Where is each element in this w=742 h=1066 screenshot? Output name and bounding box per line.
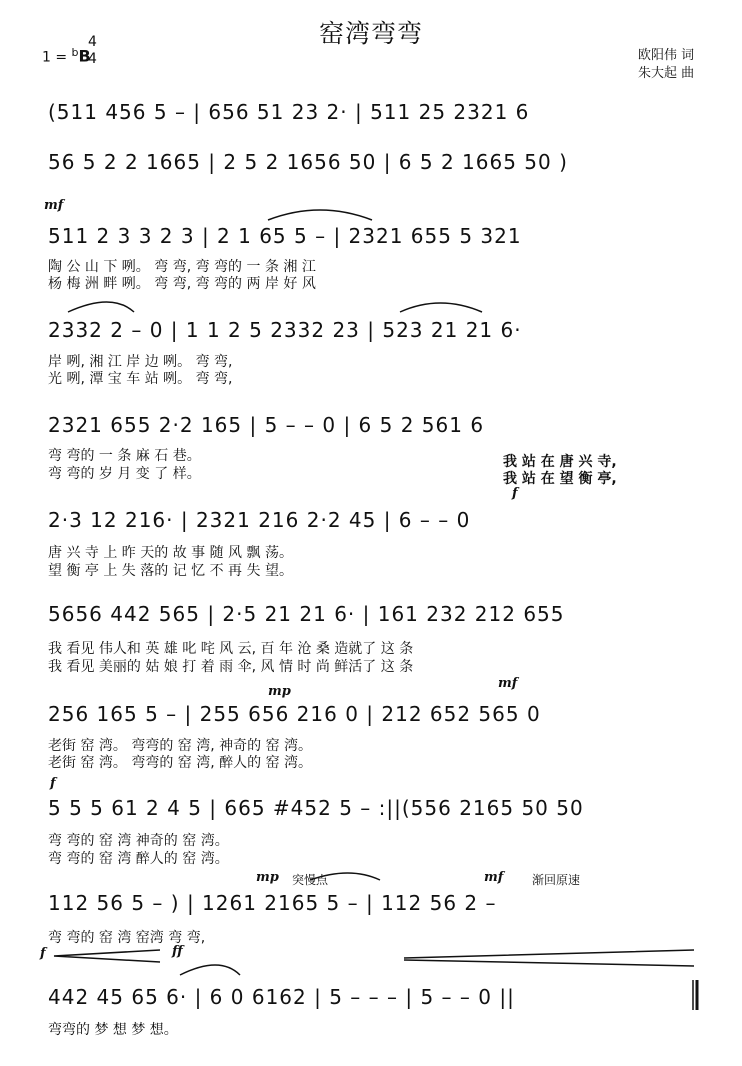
dynamic-mark: f (40, 946, 46, 961)
lyric-line: 老街 窑 湾。 弯弯的 窑 湾, 神奇的 窑 湾。 (48, 738, 313, 754)
lyric-line: 弯 弯的 窑 湾 窑湾 弯 弯, (48, 930, 206, 946)
lyricist-credit: 欧阳伟 词 (638, 48, 695, 63)
lyric-line: 弯弯的 梦 想 梦 想。 (48, 1022, 178, 1038)
composer-credit: 朱大起 曲 (638, 66, 695, 81)
lyric-line: 弯 弯的 岁 月 变 了 样。 (48, 466, 201, 482)
lyric-line: 弯 弯的 一 条 麻 石 巷。 (48, 448, 201, 464)
notation-row-7: 5656 442 565 | 2·5 21 21 6· | 161 232 212 655 (48, 602, 565, 626)
lyric-line-bold: 我 站 在 唐 兴 寺, (503, 454, 617, 470)
slur (310, 873, 380, 880)
dynamic-mark: f (512, 486, 518, 501)
notation-row-10: 112 56 5 – ) | 1261 2165 5 – | 112 56 2 – (48, 891, 497, 915)
slur (400, 303, 482, 312)
notation-row-1: (511 456 5 – | 656 51 23 2· | 511 25 2321 6 (48, 100, 530, 124)
key-prefix: 1 = (42, 49, 72, 66)
notation-row-2: 56 5 2 2 1665 | 2 5 2 1656 50 | 6 5 2 1665 50 ) (48, 150, 568, 174)
notation-row-4: 2332 2 – 0 | 1 1 2 5 2332 23 | 523 21 21 6· (48, 318, 522, 342)
notation-row-3: 511 2 3 3 2 3 | 2 1 65 5 – | 2321 655 5 321 (48, 224, 522, 248)
tempo-mark: 突慢点 (292, 873, 329, 887)
lyric-line: 光 咧, 潭 宝 车 站 咧。 弯 弯, (48, 371, 233, 387)
lyric-line: 我 看见 美丽的 姑 娘 打 着 雨 伞, 风 情 时 尚 鲜活了 这 条 (48, 659, 414, 675)
lyric-line: 陶 公 山 下 咧。 弯 弯, 弯 弯的 一 条 湘 江 (48, 259, 316, 275)
dynamic-mark: mf (44, 198, 64, 213)
lyric-line: 望 衡 亭 上 失 落的 记 忆 不 再 失 望。 (48, 563, 293, 579)
dynamic-mark: f (50, 776, 56, 791)
slur (180, 965, 240, 975)
lyric-line: 杨 梅 洲 畔 咧。 弯 弯, 弯 弯的 两 岸 好 风 (48, 276, 316, 292)
dynamic-mark: ff (172, 944, 183, 959)
time-sig-bottom: 4 (88, 51, 97, 67)
lyric-line: 岸 咧, 湘 江 岸 边 咧。 弯 弯, (48, 354, 233, 370)
lyric-line-bold: 我 站 在 望 衡 亭, (503, 471, 617, 487)
dynamic-mark: mp (268, 684, 291, 699)
slur (68, 302, 134, 312)
time-sig-top: 4 (88, 34, 97, 50)
lyric-line: 唐 兴 寺 上 昨 天的 故 事 随 风 飘 荡。 (48, 545, 293, 561)
slur (268, 210, 372, 220)
lyric-line: 我 看见 伟人和 英 雄 叱 咤 风 云, 百 年 沧 桑 造就了 这 条 (48, 641, 414, 657)
song-title: 窑湾弯弯 (318, 19, 423, 48)
lyric-line: 弯 弯的 窑 湾 醉人的 窑 湾。 (48, 851, 229, 867)
dynamic-mark: mf (484, 870, 504, 885)
dynamic-mark: mp (256, 870, 279, 885)
notation-row-6: 2·3 12 216· | 2321 216 2·2 45 | 6 – – 0 (48, 508, 471, 532)
crescendo-hairpin (54, 950, 160, 962)
notation-row-9: 5 5 5 61 2 4 5 | 665 #452 5 – :||(556 2165 50 50 (48, 796, 584, 820)
lyric-line: 老街 窑 湾。 弯弯的 窑 湾, 醉人的 窑 湾。 (48, 755, 313, 771)
tempo-mark: 渐回原速 (532, 873, 581, 887)
flat-sign: b (71, 46, 79, 59)
lyric-line: 弯 弯的 窑 湾 神奇的 窑 湾。 (48, 833, 229, 849)
dynamic-mark: mf (498, 676, 518, 691)
notation-row-11: 442 45 65 6· | 6 0 6162 | 5 – – – | 5 – – 0 || (48, 985, 515, 1009)
key-note: B (78, 46, 91, 66)
diminuendo-hairpin (404, 950, 694, 966)
notation-row-8: 256 165 5 – | 255 656 216 0 | 212 652 565 0 (48, 702, 541, 726)
notation-row-5: 2321 655 2·2 165 | 5 – – 0 | 6 5 2 561 6 (48, 413, 485, 437)
